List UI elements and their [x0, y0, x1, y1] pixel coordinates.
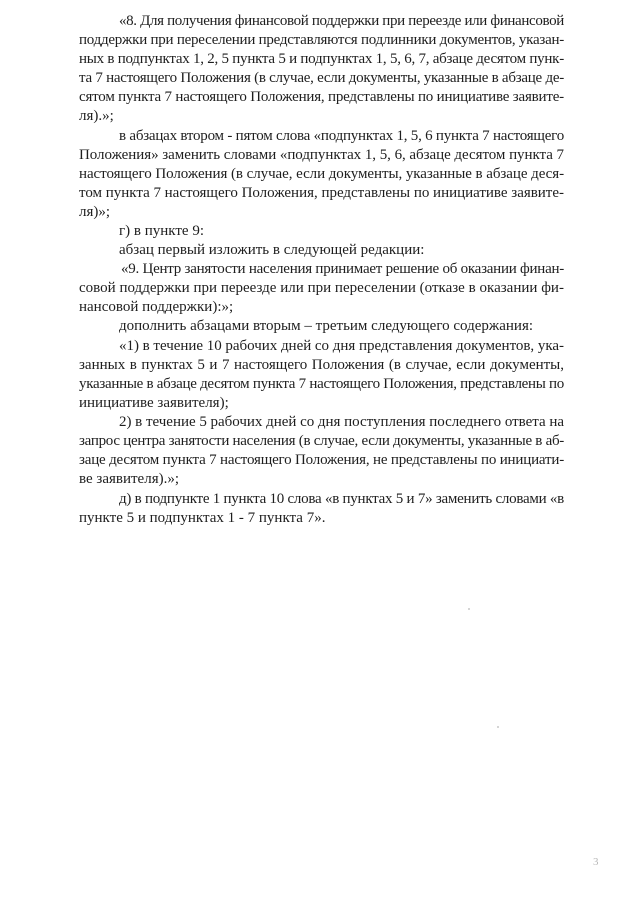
- text-line: «9. Центр занятости населения принимает решение об оказании финан-: [121, 261, 565, 277]
- scan-speck: [497, 726, 499, 728]
- text-line: 2) в течение 5 рабочих дней со дня поступления последнего ответа на: [119, 414, 565, 430]
- text-line: та 7 настоящего Положения (в случае, если документы, указанные в абзаце де-: [79, 70, 564, 86]
- text-line: «8. Для получения финансовой поддержки при переезде или финансовой: [119, 13, 564, 29]
- scan-speck: [468, 608, 470, 610]
- text-line: ных в подпунктах 1, 2, 5 пункта 5 и подпунктах 1, 5, 6, 7, абзаце десятом пунк-: [79, 51, 564, 67]
- text-line: ля)»;: [79, 204, 111, 220]
- text-line: нансовой поддержки):»;: [79, 299, 234, 315]
- text-line: запрос центра занятости населения (в случае, если документы, указанные в аб-: [79, 433, 565, 449]
- text-line: заце десятом пункта 7 настоящего Положения, не представлены по инициати-: [79, 452, 565, 468]
- text-line: абзац первый изложить в следующей редакции:: [119, 242, 425, 258]
- text-line: поддержки при переселении представляются подлинники документов, указан-: [79, 32, 565, 48]
- text-line: настоящего Положения (в случае, если документы, указанные в абзаце деся-: [79, 166, 565, 182]
- text-line: занных в пунктах 5 и 7 настоящего Положения (в случае, если документы,: [79, 357, 565, 373]
- text-line: д) в подпункте 1 пункта 10 слова «в пунктах 5 и 7» заменить словами «в: [119, 491, 565, 507]
- text-line: Положения» заменить словами «подпунктах 1, 5, 6, абзаце десятом пункта 7: [79, 147, 565, 163]
- text-line: пункте 5 и подпунктах 1 - 7 пункта 7».: [79, 510, 326, 526]
- text-line: том пункта 7 настоящего Положения, представлены по инициативе заявите-: [79, 185, 564, 201]
- text-line: дополнить абзацами вторым – третьим следующего содержания:: [119, 318, 534, 334]
- text-line: г) в пункте 9:: [119, 223, 205, 239]
- text-line: ля).»;: [79, 108, 114, 124]
- text-line: совой поддержки при переезде или при переселении (отказе в оказании фи-: [79, 280, 564, 296]
- text-line: «1) в течение 10 рабочих дней со дня представления документов, ука-: [119, 338, 565, 354]
- page-number: 3: [593, 856, 599, 868]
- text-line: указанные в абзаце десятом пункта 7 настоящего Положения, представлены по: [79, 376, 564, 392]
- text-line: в абзацах втором - пятом слова «подпунктах 1, 5, 6 пункта 7 настоящего: [119, 128, 565, 144]
- text-line: инициативе заявителя);: [79, 395, 229, 411]
- text-line: сятом пункта 7 настоящего Положения, представлены по инициативе заявите-: [79, 89, 564, 105]
- text-line: ве заявителя).»;: [79, 471, 180, 487]
